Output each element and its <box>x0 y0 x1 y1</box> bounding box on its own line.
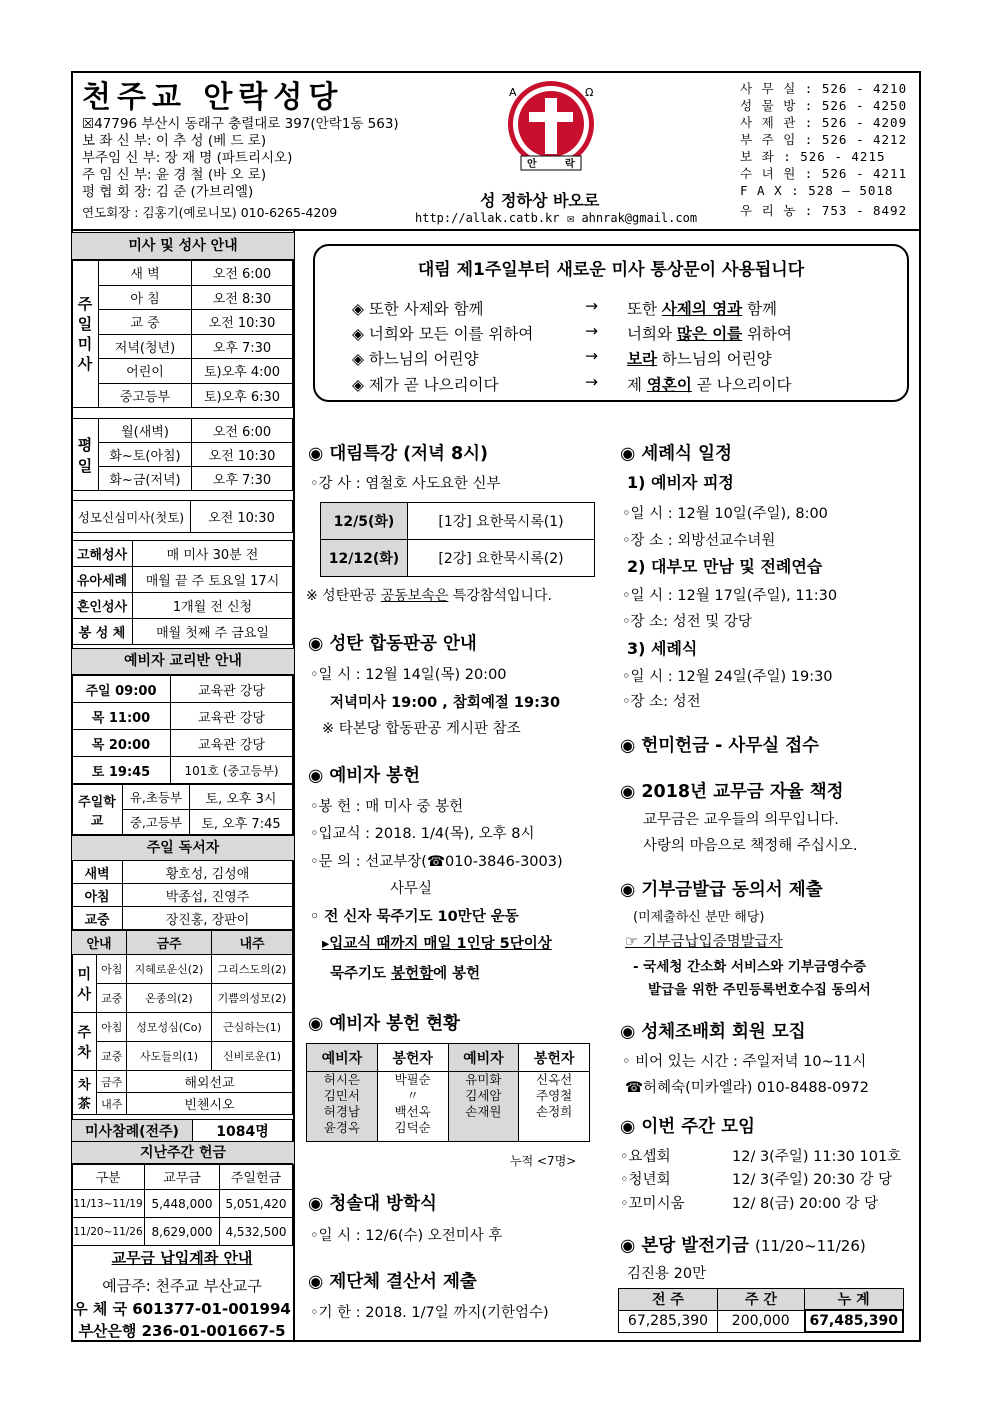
readers-title: 주일 독서자 <box>71 835 295 861</box>
status-cell: 허시은 김민서 허경남 윤경옥 <box>307 1072 378 1142</box>
meeting-time: 12/ 8(금) 20:00 강 당 <box>732 1196 879 1212</box>
clergy-line: 주 임 신 부: 윤 경 철 (바 오 로) <box>82 167 267 183</box>
sunday-mass-label: 주일미사 <box>72 261 99 408</box>
baptism-step: 1) 예비자 피정 <box>627 473 734 492</box>
catech-line: ◦봉 헌 : 매 미사 중 봉헌 <box>310 799 464 815</box>
phone-office: 사 무 실 : 526 - 4210 <box>740 81 908 96</box>
donation-item: ☞ 기부금납입증명발급자 <box>625 934 783 950</box>
baptism-date: ◦일 시 : 12월 10일(주일), 8:00 <box>622 506 828 522</box>
guide-slot: 아침 <box>97 1013 127 1042</box>
mass-name: 월(새벽) <box>99 419 192 443</box>
offering-head: 주일헌금 <box>220 1164 293 1190</box>
notice-title: 대림 제1주일부터 새로운 미사 통상문이 사용됩니다 <box>417 260 805 280</box>
advent-table <box>320 502 595 577</box>
guide-slot: 내주 <box>97 1093 127 1115</box>
notice-old: ◈ 또한 사제와 함께 <box>352 300 484 318</box>
notice-new: 제 영혼이 곧 나으리이다 <box>627 376 792 394</box>
notice-old: ◈ 하느님의 어린양 <box>352 350 479 368</box>
mass-name: 중고등부 <box>99 383 192 408</box>
offering-dues: 8,629,000 <box>145 1218 220 1246</box>
reader-mass: 새벽 <box>72 861 123 884</box>
account-title: 교무금 납입계좌 안내 <box>111 1249 253 1267</box>
meeting-name: ◦요셉회 <box>620 1149 671 1165</box>
patron-saint: 성 정하상 바오로 <box>480 191 600 210</box>
fund-week: 200,000 <box>718 1310 805 1332</box>
phone-convent: 수 녀 원 : 526 - 4211 <box>740 166 908 181</box>
rice-offering-title: ◉ 헌미헌금 - 사무실 접수 <box>620 736 820 756</box>
reader-names: 장진홍, 장판이 <box>123 907 293 930</box>
guide-slot: 아침 <box>97 955 127 984</box>
baptism-title: ◉ 세례식 일정 <box>620 444 732 464</box>
donation-title: ◉ 기부금발급 동의서 제출 <box>620 880 823 900</box>
clergy-line: 부주임 신 부: 장 재 명 (파트리시오) <box>82 150 293 166</box>
mass-time: 오전 10:30 <box>192 443 293 467</box>
sacrament-info: 매월 끝 주 토요일 17시 <box>133 567 293 593</box>
mass-name: 아 침 <box>99 285 192 310</box>
reader-names: 박종섭, 진영주 <box>123 884 293 907</box>
status-head: 예비자 <box>448 1044 519 1072</box>
donation-sub: (미제출하신 분만 해당) <box>633 910 765 925</box>
notice-arrow: → <box>585 347 598 365</box>
guide-mass-label: 미사 <box>72 955 97 1013</box>
mass-time: 오전 6:00 <box>192 261 293 286</box>
notice-old: ◈ 너희와 모든 이를 위하여 <box>352 325 534 343</box>
guide-next-week: 신비로운(1) <box>212 1042 293 1071</box>
notice-new: 또한 사제의 영과 함께 <box>627 300 778 318</box>
mass-name: 저녁(청년) <box>99 334 192 359</box>
guide-tea-label: 차茶 <box>72 1071 97 1115</box>
guide-head: 금주 <box>127 931 212 955</box>
offering-title: 지난주간 헌금 <box>71 1141 295 1165</box>
dues-title: ◉ 2018년 교무금 자율 책정 <box>620 782 844 802</box>
guide-slot: 금주 <box>97 1071 127 1093</box>
advent-title: ◉ 대림특강 (저녁 8시) <box>308 444 489 464</box>
report-title: ◉ 제단체 결산서 제출 <box>308 1272 477 1292</box>
sacrament-table <box>71 540 293 645</box>
sunday-mass-table <box>71 260 293 408</box>
meeting-time: 12/ 3(주일) 20:30 강 당 <box>732 1172 893 1188</box>
parish-logo <box>495 78 607 178</box>
meeting-name: ◦청년회 <box>620 1172 671 1188</box>
account-post: 우 체 국 601377-01-001994 <box>73 1300 291 1318</box>
logo-rak: 락 <box>565 159 575 170</box>
guide-parking-label: 주차 <box>72 1013 97 1071</box>
offering-week: 11/20~11/26 <box>72 1218 145 1246</box>
account-bank: 부산은행 236-01-001667-5 <box>78 1322 286 1340</box>
offering-head: 교무금 <box>145 1164 220 1190</box>
sacrament-name: 혼인성사 <box>72 593 133 619</box>
mass-time: 오전 10:30 <box>191 501 293 533</box>
adoration-title: ◉ 성체조배회 회원 모집 <box>620 1022 806 1042</box>
status-total: 누적 <7명> <box>510 1154 577 1168</box>
class-time: 목 20:00 <box>72 730 171 757</box>
parish-title: 천주교 안락성당 <box>82 80 344 115</box>
guide-tea-group: 해외선교 <box>127 1071 293 1093</box>
catechumen-title: 예비자 교리반 안내 <box>71 648 295 675</box>
phone-shop: 성 물 방 : 526 - 4250 <box>740 98 908 113</box>
catech-line: 사무실 <box>390 881 433 897</box>
advent-lecturer: ◦강 사 : 염철호 사도요한 신부 <box>310 476 501 492</box>
meetings-title: ◉ 이번 주간 모임 <box>620 1117 755 1137</box>
adoration-line: ◦ 비어 있는 시간 : 주일저녁 10~11시 <box>622 1054 867 1070</box>
attendance-table <box>71 1119 293 1142</box>
offering-sunday: 4,532,500 <box>220 1218 293 1246</box>
school-time: 토, 오후 3시 <box>190 785 293 810</box>
class-time: 토 19:45 <box>72 757 171 784</box>
sunday-school-table <box>71 784 293 835</box>
school-dept: 중,고등부 <box>123 810 190 835</box>
guide-head: 안내 <box>72 931 127 955</box>
sunday-school-label: 주일학교 <box>72 785 123 835</box>
fund-table <box>618 1288 904 1333</box>
status-table <box>306 1043 590 1142</box>
sacrament-info: 매 미사 30분 전 <box>133 541 293 567</box>
website-link[interactable]: http://allak.catb.kr <box>415 211 560 225</box>
report-deadline: ◦기 한 : 2018. 1/7일 까지(기한엄수) <box>310 1305 549 1321</box>
status-cell: 신옥선 주영철 손정희 <box>519 1072 590 1142</box>
offering-head: 구분 <box>72 1164 145 1190</box>
attendance-label: 미사참례(전주) <box>72 1120 193 1142</box>
penance-note: ※ 타본당 합동판공 게시판 참조 <box>322 721 521 737</box>
lecture-topic: [2강] 요한묵시록(2) <box>408 540 595 577</box>
guide-next-week: 근심하는(1) <box>212 1013 293 1042</box>
class-time: 주일 09:00 <box>72 676 171 703</box>
fund-head: 누 계 <box>805 1289 904 1311</box>
penance-evening: 저녁미사 19:00 , 참회예절 19:30 <box>330 695 561 711</box>
class-place: 교육관 강당 <box>171 730 293 757</box>
account-holder: 예금주: 천주교 부산교구 <box>102 1277 262 1295</box>
class-place: 교육관 강당 <box>171 703 293 730</box>
notice-arrow: → <box>585 322 598 340</box>
phone-rectory: 사 제 관 : 526 - 4209 <box>740 115 908 130</box>
donation-line: 발급을 위한 주민등록번호수집 동의서 <box>648 982 871 998</box>
phone-urinong: 우 리 농 : 753 - 8492 <box>740 203 908 218</box>
reader-names: 황호성, 김성애 <box>123 861 293 884</box>
offering-table <box>71 1163 293 1246</box>
status-head: 봉헌자 <box>519 1044 590 1072</box>
mass-name: 교 중 <box>99 310 192 335</box>
school-dept: 유,초등부 <box>123 785 190 810</box>
class-place: 교육관 강당 <box>171 676 293 703</box>
penance-date: ◦일 시 : 12월 14일(목) 20:00 <box>310 667 507 683</box>
meeting-name: ◦꼬미시움 <box>620 1196 685 1212</box>
baptism-place: ◦장 소: 성전 및 강당 <box>622 614 752 630</box>
fund-donor: 김진용 20만 <box>627 1266 707 1282</box>
guide-table <box>71 930 293 1115</box>
mass-time: 오후 7:30 <box>192 334 293 359</box>
notice-new: 너희와 많은 이를 위하여 <box>627 325 793 343</box>
baptism-place: ◦장 소: 성전 <box>622 694 701 710</box>
notice-old: ◈ 제가 곧 나으리이다 <box>352 376 499 394</box>
status-head: 예비자 <box>307 1044 378 1072</box>
mass-time: 오전 6:00 <box>192 419 293 443</box>
catech-title: ◉ 예비자 봉헌 <box>308 766 420 786</box>
logo-alpha: A <box>509 86 517 99</box>
mass-time: 오후 7:30 <box>192 467 293 491</box>
mass-time: 토)오후 4:00 <box>192 359 293 384</box>
phone-fax: F A X : 528 – 5018 <box>740 183 894 198</box>
mass-time: 토)오후 6:30 <box>192 383 293 408</box>
rosary-line: ▸입교식 때까지 매일 1인당 5단이상 <box>322 936 552 952</box>
adoration-contact: ☎허혜숙(미카엘라) 010-8488-0972 <box>625 1080 869 1096</box>
offering-week: 11/13~11/19 <box>72 1190 145 1218</box>
guide-head: 내주 <box>212 931 293 955</box>
left-column <box>71 230 295 1342</box>
notice-new: 보라 하느님의 어린양 <box>627 350 772 368</box>
phone-associate: 부 주 임 : 526 - 4212 <box>740 132 908 147</box>
offering-dues: 5,448,000 <box>145 1190 220 1218</box>
fund-head: 주 간 <box>718 1289 805 1311</box>
catech-line: ◦ 전 신자 묵주기도 10만단 운동 <box>310 909 519 925</box>
offering-sunday: 5,051,420 <box>220 1190 293 1218</box>
dues-line: 교무금은 교우들의 의무입니다. <box>643 812 839 828</box>
fund-title: ◉ 본당 발전기금 (11/20~11/26) <box>620 1236 866 1256</box>
mass-name: 화~토(아침) <box>99 443 192 467</box>
status-title: ◉ 예비자 봉헌 현황 <box>308 1014 460 1034</box>
advent-note: ※ 성탄판공 공동보속은 특강참석입니다. <box>306 588 552 604</box>
baptism-step: 2) 대부모 만남 및 전례연습 <box>627 557 823 576</box>
mass-name: 어린이 <box>99 359 192 384</box>
baptism-step: 3) 세례식 <box>627 639 698 658</box>
mass-name: 새 벽 <box>99 261 192 286</box>
clergy-line: 연도회장 : 김홍기(예로니모) 010-6265-4209 <box>82 205 338 220</box>
guide-this-week: 사도들의(1) <box>127 1042 212 1071</box>
sacrament-info: 1개월 전 신청 <box>133 593 293 619</box>
sacrament-name: 유아세례 <box>72 567 133 593</box>
youth-title: ◉ 청솔대 방학식 <box>308 1194 437 1214</box>
mass-name: 성모신심미사(첫토) <box>72 501 191 533</box>
fund-head: 전 주 <box>619 1289 718 1311</box>
school-time: 토, 오후 7:45 <box>190 810 293 835</box>
guide-this-week: 지혜로운신(2) <box>127 955 212 984</box>
donation-line: - 국세청 간소화 서비스와 기부금영수증 <box>633 959 867 975</box>
notice-arrow: → <box>585 297 598 315</box>
baptism-place: ◦장 소 : 외방선교수녀원 <box>622 533 776 549</box>
guide-next-week: 기쁨의성모(2) <box>212 984 293 1013</box>
weekday-mass-label: 평일 <box>72 419 99 491</box>
notice-arrow: → <box>585 373 598 391</box>
fund-prev: 67,285,390 <box>619 1310 718 1332</box>
mass-time: 오전 10:30 <box>192 310 293 335</box>
readers-table <box>71 860 293 930</box>
fund-total: 67,485,390 <box>805 1310 904 1332</box>
class-place: 101호 (중고등부) <box>171 757 293 784</box>
lecture-date: 12/12(화) <box>321 540 408 577</box>
status-head: 봉헌자 <box>377 1044 448 1072</box>
clergy-line: 보 좌 신 부: 이 추 성 (베 드 로) <box>82 133 267 149</box>
youth-date: ◦일 시 : 12/6(수) 오전미사 후 <box>310 1228 503 1244</box>
rosary-line: 묵주기도 봉헌함에 봉헌 <box>330 966 481 982</box>
sacrament-info: 매월 첫째 주 금요일 <box>133 619 293 645</box>
logo-an: 안 <box>527 159 537 170</box>
lecture-date: 12/5(화) <box>321 503 408 540</box>
guide-slot: 교중 <box>97 984 127 1013</box>
baptism-date: ◦일 시 : 12월 24일(주일) 19:30 <box>622 669 833 685</box>
class-time: 목 11:00 <box>72 703 171 730</box>
mass-name: 화~금(저녁) <box>99 467 192 491</box>
status-cell: 박필순 〃 백선옥 김덕순 <box>377 1072 448 1142</box>
catech-line: ◦입교식 : 2018. 1/4(목), 오후 8시 <box>310 826 535 842</box>
logo-omega: Ω <box>585 86 594 99</box>
sacrament-name: 봉 성 체 <box>72 619 133 645</box>
guide-slot: 교중 <box>97 1042 127 1071</box>
guide-next-week: 그리스도의(2) <box>212 955 293 984</box>
address: ☒47796 부산시 동래구 충렬대로 397(안락1동 563) <box>82 116 399 132</box>
email-link[interactable]: ✉ ahnrak@gmail.com <box>567 211 698 225</box>
reader-mass: 아침 <box>72 884 123 907</box>
catech-line: ◦문 의 : 선교부장(☎010-3846-3003) <box>310 854 563 870</box>
catechumen-table <box>71 675 293 784</box>
clergy-line: 평 협 회 장: 김 준 (가브리엘) <box>82 184 254 200</box>
sacrament-name: 고해성사 <box>72 541 133 567</box>
attendance-value: 1084명 <box>193 1120 293 1142</box>
phone-assistant: 보 좌 : 526 - 4215 <box>740 149 886 164</box>
meeting-time: 12/ 3(주일) 11:30 101호 <box>732 1149 902 1165</box>
heart-mass-table <box>71 500 293 533</box>
dues-line: 사랑의 마음으로 책정해 주십시오. <box>643 838 858 854</box>
guide-this-week: 온종의(2) <box>127 984 212 1013</box>
mass-time: 오전 8:30 <box>192 285 293 310</box>
reader-mass: 교중 <box>72 907 123 930</box>
penance-title: ◉ 성탄 합동판공 안내 <box>308 634 477 654</box>
baptism-date: ◦일 시 : 12월 17일(주일), 11:30 <box>622 588 838 604</box>
guide-this-week: 성모성심(Co) <box>127 1013 212 1042</box>
status-cell: 유미화 김세암 손재원 <box>448 1072 519 1142</box>
mass-title: 미사 및 성사 안내 <box>71 232 295 260</box>
lecture-topic: [1강] 요한묵시록(1) <box>408 503 595 540</box>
weekday-mass-table <box>71 418 293 491</box>
guide-tea-group: 빈첸시오 <box>127 1093 293 1115</box>
